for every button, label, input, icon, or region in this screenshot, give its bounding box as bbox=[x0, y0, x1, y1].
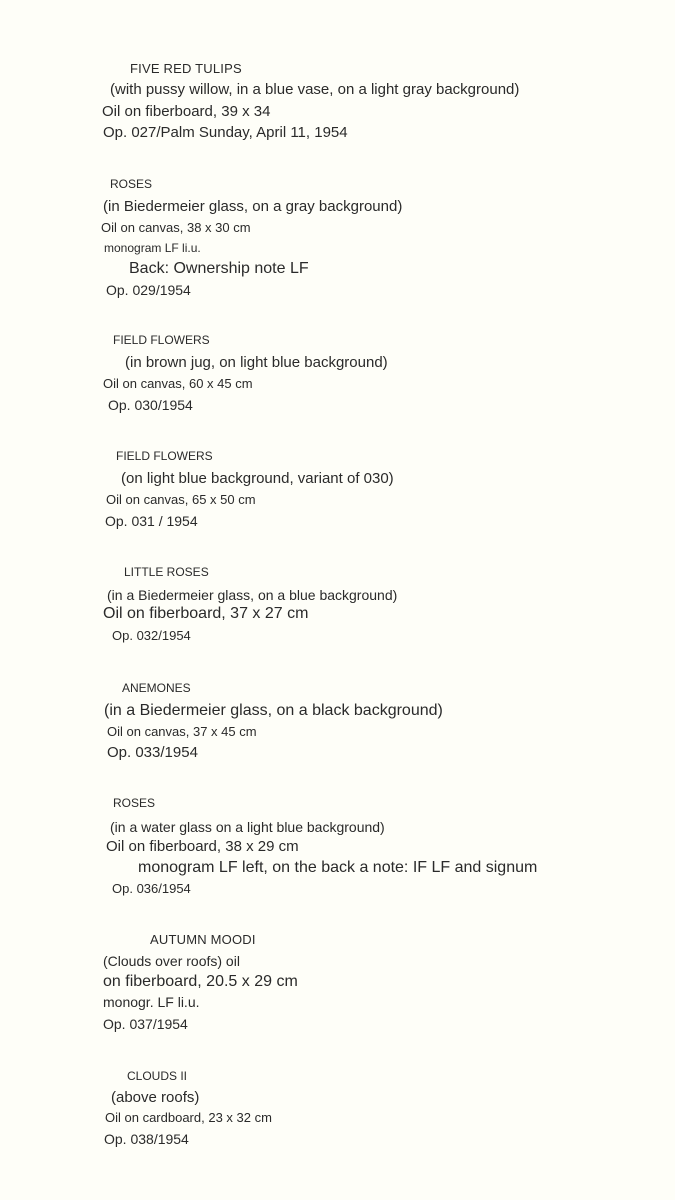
entry-subtitle: (in a Biedermeier glass, on a blue background) bbox=[107, 587, 398, 603]
entry-subtitle: (above roofs) bbox=[111, 1089, 200, 1106]
entry-title: AUTUMN MOODI bbox=[150, 932, 256, 947]
entry-title: CLOUDS II bbox=[127, 1069, 188, 1083]
entry-note: Back: Ownership note LF bbox=[129, 260, 309, 277]
entry-title: ROSES bbox=[113, 796, 156, 810]
entry-medium: Oil on canvas, 65 x 50 cm bbox=[106, 492, 256, 507]
entry-title: FIELD FLOWERS bbox=[113, 333, 210, 347]
entry-title: FIELD FLOWERS bbox=[116, 449, 213, 463]
entry-note: monogr. LF li.u. bbox=[103, 994, 200, 1010]
entry-medium: on fiberboard, 20.5 x 29 cm bbox=[103, 973, 298, 990]
entry-note: monogram LF left, on the back a note: IF LF and signum bbox=[138, 859, 538, 876]
entry-subtitle: (in brown jug, on light blue background) bbox=[125, 354, 388, 371]
entry-opus: Op. 030/1954 bbox=[108, 397, 193, 413]
entry-opus: Op. 032/1954 bbox=[112, 628, 191, 643]
entry-title: LITTLE ROSES bbox=[124, 565, 209, 579]
entry-opus: Op. 029/1954 bbox=[106, 282, 191, 298]
entry-medium: Oil on canvas, 37 x 45 cm bbox=[107, 724, 257, 739]
entry-title: FIVE RED TULIPS bbox=[130, 61, 242, 76]
entry-title: ANEMONES bbox=[122, 681, 191, 695]
entry-medium: Oil on cardboard, 23 x 32 cm bbox=[105, 1110, 272, 1125]
entry-medium: Oil on canvas, 38 x 30 cm bbox=[101, 220, 251, 235]
entry-title: ROSES bbox=[110, 177, 153, 191]
entry-medium: Oil on fiberboard, 37 x 27 cm bbox=[103, 605, 309, 622]
entry-subtitle: (in a water glass on a light blue background) bbox=[110, 819, 385, 835]
entry-opus: Op. 033/1954 bbox=[107, 744, 198, 761]
entry-medium: Oil on canvas, 60 x 45 cm bbox=[103, 376, 253, 391]
entry-subtitle: (on light blue background, variant of 030) bbox=[121, 470, 394, 487]
entry-opus: Op. 027/Palm Sunday, April 11, 1954 bbox=[103, 124, 348, 141]
entry-opus: Op. 036/1954 bbox=[112, 881, 191, 896]
entry-subtitle: (Clouds over roofs) oil bbox=[103, 953, 240, 969]
entry-opus: Op. 037/1954 bbox=[103, 1016, 188, 1032]
entry-subtitle: (in Biedermeier glass, on a gray background) bbox=[103, 198, 403, 215]
entry-opus: Op. 031 / 1954 bbox=[105, 513, 198, 529]
entry-subtitle: (with pussy willow, in a blue vase, on a light gray background) bbox=[110, 81, 520, 98]
entry-medium: Oil on fiberboard, 39 x 34 bbox=[102, 103, 271, 120]
entry-subtitle: (in a Biedermeier glass, on a black background) bbox=[104, 702, 443, 719]
entry-medium: Oil on fiberboard, 38 x 29 cm bbox=[106, 838, 299, 855]
entry-note: monogram LF li.u. bbox=[104, 241, 201, 255]
entry-opus: Op. 038/1954 bbox=[104, 1131, 189, 1147]
